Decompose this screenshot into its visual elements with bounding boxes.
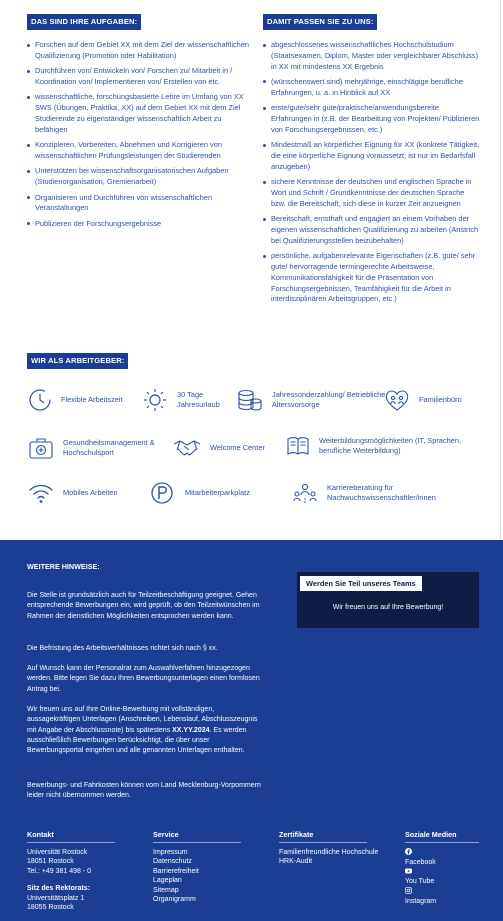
benefit-welcome xyxy=(172,435,265,461)
list-item: erste/gute/sehr gute/praktische/anwendungsbereite Erfahrungen in (z.B. der Bearbeitung von Projekten/ Publizieren von Forschungsergebnissen, etc.) xyxy=(263,103,481,135)
career-people-icon xyxy=(291,480,319,506)
list-item: Publizieren der Forschungsergebnisse xyxy=(27,219,249,230)
notes-header: WEITERE HINWEISE: xyxy=(27,562,100,571)
tasks-header: DAS SIND IHRE AUFGABEN: xyxy=(27,14,141,30)
list-item: Organisieren und Durchführen von wissenschaftlichen Veranstaltungen xyxy=(27,193,249,215)
footer-link-datenschutz[interactable]: Datenschutz xyxy=(153,858,192,865)
list-item: Konzipieren, Vorbereiten, Abnehmen und Korrigieren von wissenschaftlichen Prüfungsleistungen der Studierenden xyxy=(27,140,249,162)
footer-service xyxy=(153,830,241,905)
instagram-link[interactable]: Instagram xyxy=(405,887,479,907)
contact-phone[interactable]: Tel.: +49 381 498 - 0 xyxy=(27,867,92,875)
clock-icon xyxy=(27,387,53,413)
note-staff-council: Auf Wunsch kann der Personalrat zum Auswahlverfahren hinzugezogen werden. Bitte legen Sie dazu Ihren Bewerbungsunterlagen einen formlosen Antrag bei. xyxy=(27,665,260,693)
team-box xyxy=(297,572,479,628)
wifi-icon xyxy=(27,480,55,506)
benefit-label: 30 Tage Jahresurlaub xyxy=(177,390,220,409)
benefit-family xyxy=(383,387,462,413)
list-item: Unterstützen bei wissenschaftsorganisatorischen Aufgaben (Studienorganisation, Gremienarbeit) xyxy=(27,166,249,188)
note-application: Wir freuen uns auf Ihre Online-Bewerbung mit vollständigen, aussagekräftigen Unterlagen (Anschreiben, Lebenslauf, Abschlusszeugnis mit Angabe der Abschlussnote) bis spätestens XX.YY.2024. Es werden ausschließlich Bewerbungen berücksichtigt, die über unser Bewerbungsportal eingehen und alle genannten Unterlagen enthalten. xyxy=(27,706,258,755)
footer-link-lageplan[interactable]: Lageplan xyxy=(153,877,182,884)
list-item: sichere Kenntnisse der deutschen und englischen Sprache in Wort und Schrift / Grundkenntnisse der deutschen Sprache bzw. die Bereitschaft, sich diese in kurzer Zeit anzueignen xyxy=(263,177,481,209)
facebook-icon xyxy=(405,848,412,855)
list-item: wissenschaftliche, forschungsbasierte Lehre im Umfang von XX SWS (Übungen, Praktika, XX) auf dem Gebiet XX mit dem Ziel Studierende zu eigenständiger wissenschaftlich Arbeit zu befähigen xyxy=(27,92,249,135)
contact-line: Universitätsplatz 1 xyxy=(27,894,85,902)
first-aid-kit-icon xyxy=(27,435,55,461)
benefit-label: Jahressonderzahlung/ Betriebliche Altersvorsorge xyxy=(272,390,386,409)
youtube-link[interactable]: You Tube xyxy=(405,868,479,887)
handshake-icon xyxy=(172,435,202,461)
sun-icon xyxy=(141,387,169,413)
rectorate-title: Sitz des Rektorats: xyxy=(27,885,91,892)
list-item: (wünschenswert sind) mehrjährige, einschlägige berufliche Erfahrungen, u. a. in Hinblick auf XX xyxy=(263,77,481,99)
benefit-label: Flexible Arbeitszeit xyxy=(61,395,123,404)
footer-service-title: Service xyxy=(153,830,241,843)
list-item: Bereitschaft, ernsthaft und engagiert an einem Vorhaben der eigenen wissenschaftlichen Qualifizierung zu arbeiten (Anstrich bei Qualifizierungsstellen beizubehalten) xyxy=(263,214,481,246)
footer-contact-title: Kontakt xyxy=(27,830,115,843)
footer-link-barrierefreiheit[interactable]: Barrierefreiheit xyxy=(153,867,199,875)
benefit-flex xyxy=(27,387,123,413)
footer-contact xyxy=(27,830,115,913)
employer-header: WIR ALS ARBEITGEBER: xyxy=(27,353,128,369)
note-part-time: Die Stelle ist grundsätzlich auch für Teilzeitbeschäftigung geeignet. Gehen entsprechende Bewerbungen ein, wird geprüft, ob den Teilzeitwünschen im Rahmen der dienstlichen Möglichkeiten entsprochen werden kann. xyxy=(27,592,260,620)
benefit-training xyxy=(285,433,485,459)
footer-certificates-title: Zertifikate xyxy=(279,830,367,843)
coins-icon xyxy=(236,387,264,413)
youtube-icon xyxy=(405,868,412,874)
facebook-link[interactable]: Facebook xyxy=(405,848,479,868)
contact-line: 18051 Rostock xyxy=(27,858,74,865)
benefit-health xyxy=(27,435,167,461)
benefit-label: Gesundheitsmanagement & Hochschulsport xyxy=(63,438,155,457)
list-item: Durchführen von/ Entwickeln von/ Forschen zu/ Mitarbeit in / Koordination von/ Implementieren von/ Erstellen von etc. xyxy=(27,66,249,88)
team-box-text: Wir freuen uns auf Ihre Bewerbung! xyxy=(332,604,444,611)
parking-icon xyxy=(149,480,177,506)
requirements-header: DAMIT PASSEN SIE ZU UNS: xyxy=(263,14,377,30)
instagram-icon xyxy=(405,887,412,894)
benefit-label: Mitarbeiterparkplatz xyxy=(185,488,250,497)
team-box-title: Werden Sie Teil unseres Teams xyxy=(300,576,422,591)
contact-line: 18055 Rostock xyxy=(27,904,74,911)
footer-link-impressum[interactable]: Impressum xyxy=(153,848,188,856)
benefit-label: Karriereberatung für Nachwuchswissenschaftler/innen xyxy=(327,483,436,502)
tasks-list xyxy=(27,40,249,234)
requirements-list xyxy=(263,40,481,310)
benefit-mobile xyxy=(27,480,118,506)
benefit-pension xyxy=(236,387,386,413)
family-heart-icon xyxy=(383,387,411,413)
footer-link-organigramm[interactable]: Organigramm xyxy=(153,896,196,903)
benefit-label: Weiterbildungsmöglichkeiten (IT, Sprachen, berufliche Weiterbildung) xyxy=(319,436,461,455)
note-costs: Bewerbungs- und Fahrkosten können vom Land Mecklenburg-Vorpommern leider nicht übernommen werden. xyxy=(27,782,261,800)
benefit-label: Familienbüro xyxy=(419,395,462,404)
footer-link-hrk-audit[interactable]: HRK-Audit xyxy=(279,858,313,865)
footer-social xyxy=(405,830,479,907)
list-item: Forschen auf dem Gebiet XX mit dem Ziel der wissenschaftlichen Qualifizierung (Promotion oder Habilitation) xyxy=(27,40,249,62)
deadline-date: XX.YY.2024 xyxy=(172,726,210,734)
benefit-label: Welcome Center xyxy=(210,443,265,452)
note-fixed-term: Die Befristung des Arbeitsverhältnisses richtet sich nach § xx. xyxy=(27,645,218,652)
benefit-label: Mobiles Arbeiten xyxy=(63,488,118,497)
footer-link-family-friendly[interactable]: Familienfreundliche Hochschule xyxy=(279,848,379,856)
benefit-career xyxy=(291,480,461,506)
book-icon xyxy=(285,433,311,459)
benefit-parking xyxy=(149,480,250,506)
list-item: persönliche, aufgabenrelevante Eigenschaften (z.B. gute/ sehr gute/ hervorragende termingerechte Arbeitsweise, Kommunikationsfähigkeit für die Präsentation von Forschungsergebnissen, Teamfähigkeit für die Arbeit in interdisziplinären Arbeitsgruppen, etc.) xyxy=(263,251,481,305)
further-info-section xyxy=(0,540,503,921)
footer-certificates xyxy=(279,830,378,867)
list-item: abgeschlossenes wissenschaftliches Hochschulstudium (Staatsexamen, Diplom, Master oder vergleichbarer Abschluss) in XX mit mindestens XX Ergebnis xyxy=(263,40,481,72)
contact-line: Universität Rostock xyxy=(27,848,88,856)
footer-link-sitemap[interactable]: Sitemap xyxy=(153,886,179,894)
benefit-vacation xyxy=(141,387,241,413)
footer-social-title: Soziale Medien xyxy=(405,830,479,843)
list-item: Mindestmaß an körperlicher Eignung für XX (konkrete Tätigkeit, die eine körperliche Eignung voraussetzt; ist nur im Bedarfsfall anzugeben) xyxy=(263,140,481,172)
